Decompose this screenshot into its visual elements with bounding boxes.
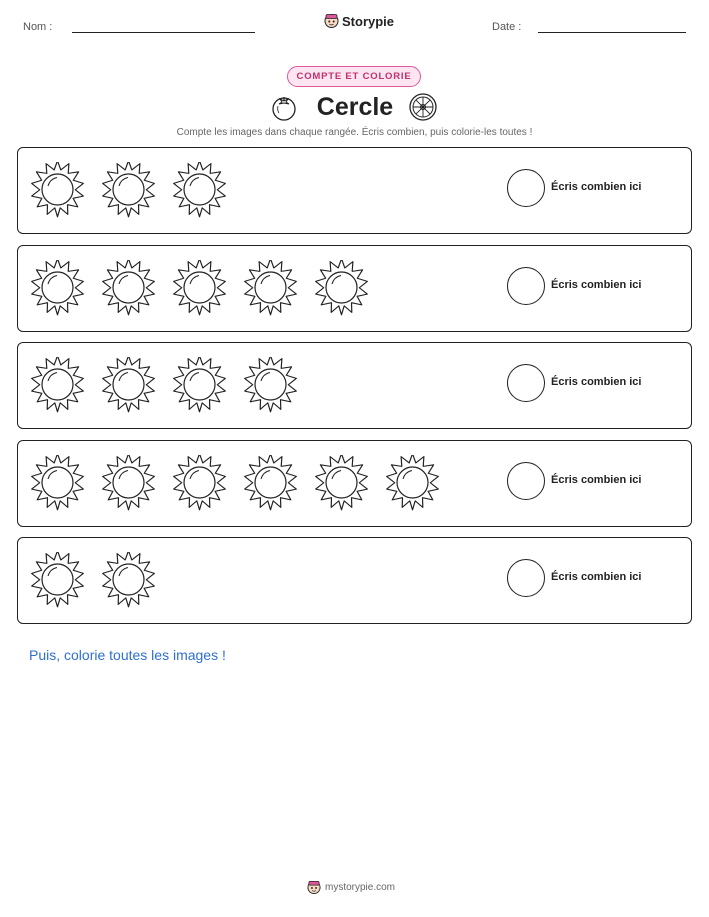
brand-name: Storypie <box>342 13 395 29</box>
answer-label: Écris combien ici <box>551 473 642 486</box>
picture-group <box>30 552 156 608</box>
footer-url: mystorypie.com <box>325 882 396 893</box>
counting-row <box>17 440 692 527</box>
picture-group <box>30 260 369 316</box>
picture-group <box>30 357 298 413</box>
sun-icon <box>101 552 156 608</box>
sun-icon <box>30 260 85 316</box>
sun-icon <box>172 455 227 511</box>
sun-icon <box>172 260 227 316</box>
sun-icon <box>385 455 440 511</box>
sun-icon <box>243 260 298 316</box>
counting-row <box>17 147 692 234</box>
sun-icon <box>30 357 85 413</box>
tomato-icon <box>269 92 299 122</box>
activity-badge: COMPTE ET COLORIE <box>287 66 421 87</box>
brand <box>324 13 394 29</box>
footer <box>307 880 395 895</box>
storypie-logo-icon <box>324 13 339 29</box>
sun-icon <box>30 455 85 511</box>
color-all-instruction: Puis, colorie toutes les images ! <box>29 647 226 663</box>
sun-icon <box>30 162 85 218</box>
name-line <box>72 32 255 33</box>
instructions: Compte les images dans chaque rangée. Écris combien, puis colorie-les toutes ! <box>176 127 533 138</box>
sun-icon <box>101 455 156 511</box>
answer-circle[interactable] <box>507 169 545 207</box>
sun-icon <box>243 357 298 413</box>
wheel-icon <box>408 92 438 122</box>
sun-icon <box>101 162 156 218</box>
sun-icon <box>30 552 85 608</box>
sun-icon <box>172 162 227 218</box>
answer-circle[interactable] <box>507 462 545 500</box>
answer-circle[interactable] <box>507 267 545 305</box>
counting-row <box>17 245 692 332</box>
sun-icon <box>101 357 156 413</box>
answer-circle[interactable] <box>507 559 545 597</box>
worksheet-header <box>0 0 709 40</box>
storypie-logo-icon <box>307 880 321 895</box>
counting-row <box>17 342 692 429</box>
sun-icon <box>101 260 156 316</box>
sun-icon <box>243 455 298 511</box>
date-label: Date : <box>492 21 522 33</box>
name-label: Nom : <box>23 21 53 33</box>
sun-icon <box>172 357 227 413</box>
picture-group <box>30 162 227 218</box>
sun-icon <box>314 455 369 511</box>
answer-label: Écris combien ici <box>551 181 642 193</box>
page-title: Cercle <box>316 93 394 121</box>
answer-circle[interactable] <box>507 364 545 402</box>
picture-group <box>30 455 440 511</box>
answer-label: Écris combien ici <box>551 278 642 291</box>
answer-label: Écris combien ici <box>551 571 642 583</box>
date-line <box>538 32 686 33</box>
answer-label: Écris combien ici <box>551 376 642 388</box>
sun-icon <box>314 260 369 316</box>
title-row <box>0 90 709 124</box>
counting-row <box>17 537 692 624</box>
